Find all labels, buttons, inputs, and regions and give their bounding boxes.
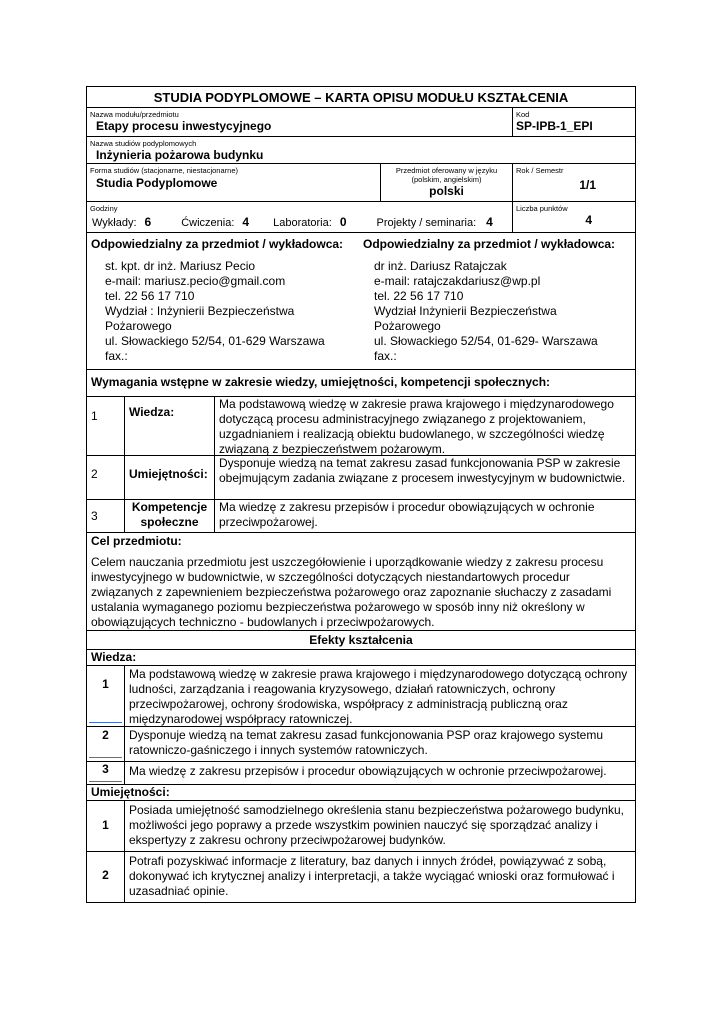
points-value: 4: [585, 213, 592, 227]
lecturer-1-dept-2: Pożarowego: [105, 319, 172, 333]
lectures-label: Wykłady:: [92, 217, 137, 229]
skills-num: 2: [102, 868, 109, 882]
lab-label: Laboratoria:: [273, 217, 332, 229]
prereq-header-row: [87, 370, 635, 397]
module-card: [86, 86, 636, 903]
prereq-num: 1: [91, 409, 98, 423]
num-underline: [89, 781, 122, 782]
lectures-value: 6: [144, 215, 152, 229]
skills-num: 1: [102, 818, 109, 832]
lecturer-2-dept-2: Pożarowego: [374, 319, 441, 333]
knowledge-header: Wiedza:: [91, 650, 137, 664]
lecturer-1-phone: tel. 22 56 17 710: [105, 289, 195, 303]
lecturer-2-phone: tel. 22 56 17 710: [374, 289, 464, 303]
knowledge-item: [87, 666, 635, 727]
prereq-num: 3: [91, 509, 98, 523]
lecturer-1-email: e-mail: mariusz.pecio@gmail.com: [105, 274, 286, 288]
module-code-label: Kod: [516, 110, 530, 119]
lecturer-2-dept: Wydział Inżynierii Bezpieczeństwa: [374, 304, 557, 318]
lecturer-2: [359, 233, 635, 369]
prereq-label: Wiedza:: [124, 397, 214, 455]
form-label: Forma studiów (stacjonarne, niestacjonarne): [90, 166, 238, 175]
knowledge-text: Dysponuje wiedzą na temat zakresu zasad funkcjonowania PSP oraz krajowego systemu ratowniczo-gaśniczego i innych systemów ratowniczych.: [124, 727, 635, 761]
form-value: Studia Podyplomowe: [96, 176, 218, 190]
lecturer-1-dept: Wydział : Inżynierii Bezpieczeństwa: [105, 304, 295, 318]
knowledge-item: [87, 762, 635, 785]
skills-header-row: [87, 785, 635, 801]
lecturer-2-email: e-mail: ratajczakdariusz@wp.pl: [374, 274, 541, 288]
exercises-label: Ćwiczenia:: [181, 217, 235, 229]
knowledge-num: 2: [102, 728, 109, 742]
lab-value: 0: [339, 215, 347, 229]
effects-header-row: [87, 631, 635, 650]
prereq-item: [87, 456, 635, 500]
projects-label: Projekty / seminaria:: [376, 217, 477, 229]
skills-header: Umiejętności:: [91, 785, 170, 799]
goal-row: [87, 533, 635, 631]
knowledge-item: [87, 727, 635, 762]
effects-header: Efekty kształcenia: [309, 633, 413, 647]
prereq-text: Dysponuje wiedzą na temat zakresu zasad funkcjonowania PSP w zakresie obejmującym zadania związane z procesem inwestycyjnym w budownictwie.: [214, 456, 635, 499]
skills-item: [87, 801, 635, 852]
lecturer-1-header: Odpowiedzialny za przedmiot / wykładowca:: [91, 237, 344, 251]
knowledge-text: Ma wiedzę z zakresu przepisów i procedur obowiązujących w ochronie przeciwpożarowej.: [124, 762, 635, 784]
skills-text: Posiada umiejętność samodzielnego określenia stanu bezpieczeństwa pożarowego budynku, możliwości jego poprawy a przede wszystkim powinien nauczyć się sporządzać analizy i ekspertyzy z zakresu ochrony przeciwpożarowej budynków.: [124, 801, 635, 851]
prereq-text: Ma wiedzę z zakresu przepisów i procedur obowiązujących w ochronie przeciwpożarowej.: [214, 500, 635, 532]
lecturer-1-address: ul. Słowackiego 52/54, 01-629 Warszawa: [105, 334, 325, 348]
goal-header: Cel przedmiotu:: [91, 534, 182, 548]
year-label: Rok / Semestr: [516, 166, 564, 175]
prereq-item: [87, 500, 635, 533]
module-code: SP-IPB-1_EPI: [516, 119, 593, 133]
knowledge-num: 1: [102, 677, 109, 691]
prereq-text: Ma podstawową wiedzę w zakresie prawa krajowego i międzynarodowego dotyczącą procesu administracyjnego związanego z projektowaniem, uzgadnianiem i realizacją obiektu budowlanego, w szczególności wiedzę związaną z bezpieczeństwem pożarowym.: [214, 397, 635, 455]
prereq-num: 2: [91, 467, 98, 481]
projects-value: 4: [486, 215, 493, 229]
page-title: STUDIA PODYPLOMOWE – KARTA OPISU MODUŁU KSZTAŁCENIA: [153, 90, 569, 105]
lecturer-1: [87, 233, 359, 369]
studies-name: Inżynieria pożarowa budynku: [96, 148, 264, 162]
prereq-header: Wymagania wstępne w zakresie wiedzy, umiejętności, kompetencji społecznych:: [91, 375, 551, 389]
module-name-label: Nazwa modułu/przedmiotu: [90, 110, 179, 119]
exercises-value: 4: [242, 215, 250, 229]
lecturer-1-fax: fax.:: [105, 349, 128, 363]
lecturer-2-address: ul. Słowackiego 52/54, 01-629- Warszawa: [374, 334, 598, 348]
num-underline: [89, 757, 122, 758]
module-name: Etapy procesu inwestycyjnego: [96, 119, 272, 133]
year-value: 1/1: [579, 178, 596, 192]
points-label: Liczba punktów: [516, 204, 568, 213]
hours-row: [87, 202, 635, 233]
lecturer-2-name: dr inż. Dariusz Ratajczak: [374, 259, 507, 273]
prereq-item: [87, 397, 635, 456]
lecturer-2-fax: fax.:: [374, 349, 397, 363]
knowledge-text: Ma podstawową wiedzę w zakresie prawa krajowego i międzynarodowego dotyczącą ochrony ludności, zarządzania i reagowania kryzysowego, działań ratowniczych, ochrony przeciwpożarowej, ochrony środowiska, współpracy z administracją publiczną oraz międzynarodowej współpracy ratowniczej.: [124, 666, 635, 726]
lecturers-row: [87, 233, 635, 370]
hours-label: Godziny: [90, 204, 118, 213]
studies-label: Nazwa studiów podyplomowych: [90, 139, 197, 148]
lecturer-1-name: st. kpt. dr inż. Mariusz Pecio: [105, 259, 256, 273]
title-row: [87, 87, 635, 108]
form-row: [87, 164, 635, 202]
goal-text: Celem nauczania przedmiotu jest uszczegółowienie i uporządkowanie wiedzy z zakresu procesu inwestycyjnego w budownictwie, w szczególności dotyczących niestandartowych procedur związanych z zapewnieniem bezpieczeństwa pożarowego oraz zapoznanie słuchaczy z zasadami ustalania wymaganego poziomu bezpieczeństwa pożarowego w sposób inny niż określony w obowiązujących techniczno - budowlanych i przeciwpożarowych.: [91, 555, 612, 629]
num-underline: [89, 722, 122, 723]
studies-row: [87, 137, 635, 164]
knowledge-num: 3: [102, 762, 109, 776]
skills-text: Potrafi pozyskiwać informacje z literatury, baz danych i innych źródeł, powiązywać z sobą, dokonywać ich krytycznej analizy i interpretacji, a także wyciągać wnioski oraz formułować i uzasadniać opinie.: [124, 852, 635, 902]
skills-item: [87, 852, 635, 902]
language-label: Przedmiot oferowany w języku (polskim, angielskim): [395, 166, 498, 184]
language-value: polski: [429, 184, 464, 198]
module-row: [87, 108, 635, 137]
knowledge-header-row: [87, 650, 635, 666]
lecturer-2-header: Odpowiedzialny za przedmiot / wykładowca:: [363, 237, 616, 251]
prereq-label: Umiejętności:: [124, 456, 214, 499]
prereq-label: Kompetencje społeczne: [124, 500, 214, 532]
